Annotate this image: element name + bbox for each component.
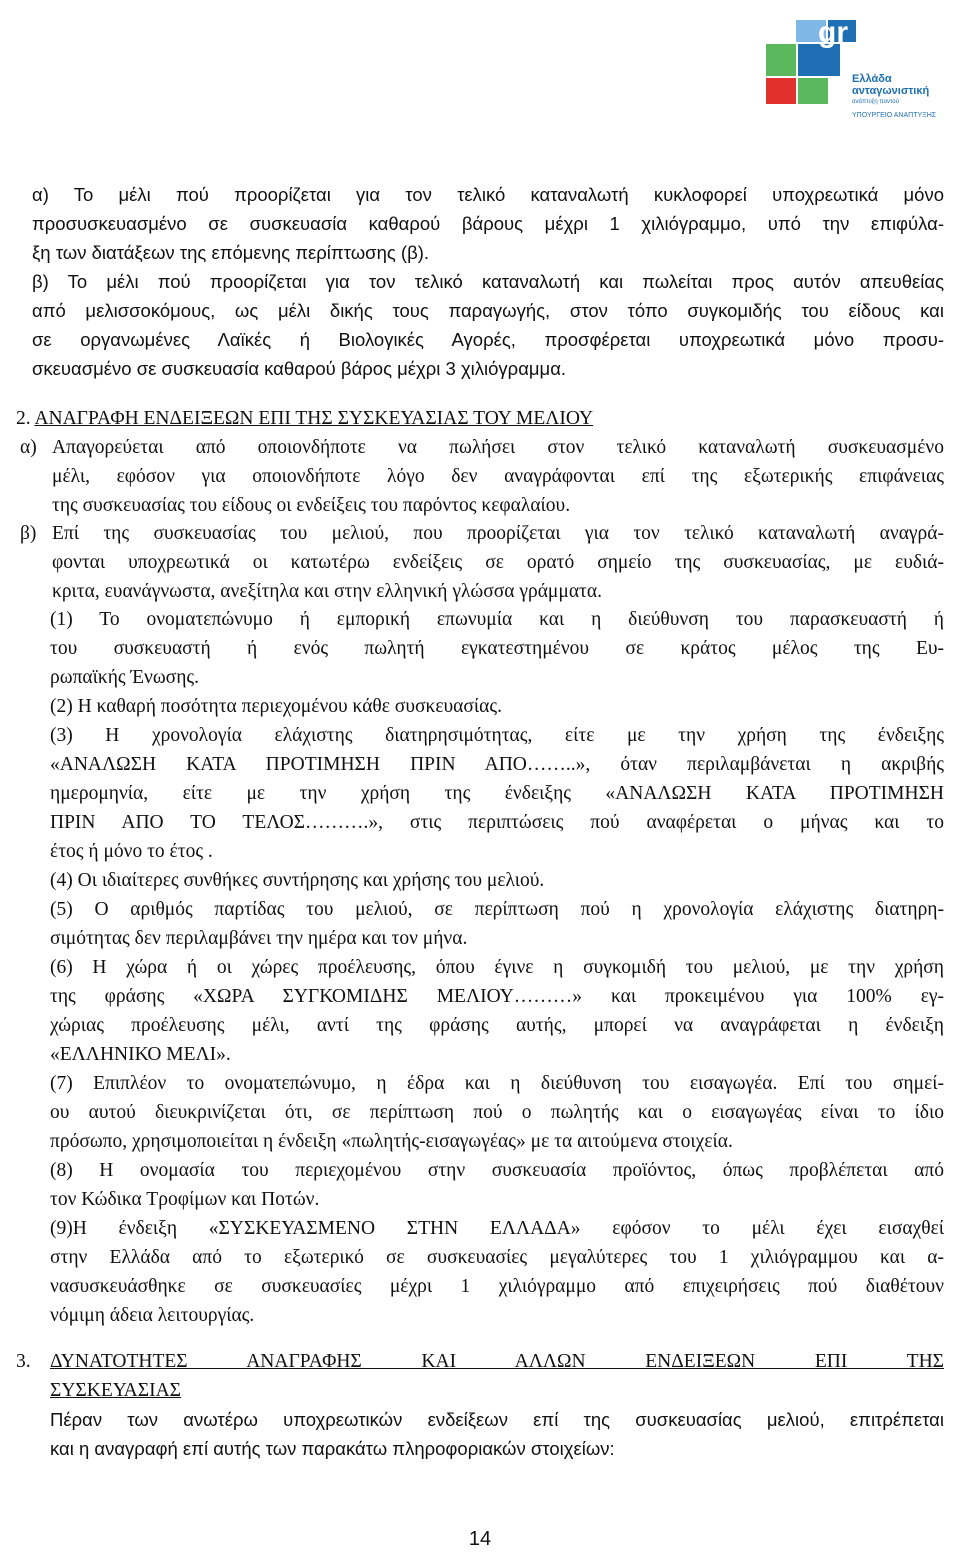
item-line: (4) Οι ιδιαίτερες συνθήκες συντήρησης και χρήσης του μελιού. bbox=[50, 870, 545, 891]
paragraph-b-line: σε οργανωμένες Λαϊκές ή Βιολογικές Αγορές, προσφέρεται υποχρεωτικά μόνο προσυ- bbox=[32, 329, 944, 350]
item-line: ρωπαϊκής Ένωσης. bbox=[50, 667, 199, 688]
list-item bbox=[50, 1069, 944, 1156]
logo-line1: Ελλάδα bbox=[852, 73, 892, 85]
item-line: νόμιμη άδεια λειτουργίας. bbox=[50, 1305, 255, 1326]
list-item bbox=[50, 605, 944, 692]
logo-square-green bbox=[766, 44, 796, 76]
list-item bbox=[50, 721, 944, 866]
item-line: έτος ή μόνο το έτος . bbox=[50, 841, 213, 862]
paragraph-b-line: β) Το μέλι πού προορίζεται για τον τελικό καταναλωτή και πωλείται προς αυτόν απευθείας bbox=[32, 271, 944, 292]
ministry-logo bbox=[760, 16, 950, 126]
item-line: (8) Η ονομασία του περιεχομένου στην συσκευασία προϊόντος, όπως προβλέπεται από bbox=[50, 1160, 944, 1181]
section-3-number: 3. bbox=[16, 1351, 31, 1372]
item-line: του συσκευαστή ή ενός πωλητή εγκατεστημένου σε κράτος μέλος της Ευ- bbox=[50, 638, 944, 659]
item-line: στην Ελλάδα από το εξωτερικό σε συσκευασίες μεγαλύτερες του 1 χιλιόγραμμου και α- bbox=[50, 1247, 944, 1268]
item-line: «ΕΛΛΗΝΙΚΟ ΜΕΛΙ». bbox=[50, 1044, 231, 1065]
list-item bbox=[50, 895, 944, 953]
section-2-b-line: Επί της συσκευασίας του μελιού, που προορίζεται για τον τελικό καταναλωτή αναγρά- bbox=[52, 523, 944, 544]
paragraph-a-line: α) Το μέλι πού προορίζεται για τον τελικό καταναλωτή κυκλοφορεί υποχρεωτικά μόνο bbox=[32, 184, 944, 205]
section-3-body bbox=[50, 1405, 944, 1463]
paragraph-a bbox=[32, 180, 944, 267]
item-line: ΠΡΙΝ ΑΠΟ ΤΟ ΤΕΛΟΣ……….», στις περιπτώσεις πού αναφέρεται ο μήνας και το bbox=[50, 812, 944, 833]
section-2-items bbox=[50, 605, 944, 1330]
item-line: της φράσης «ΧΩΡΑ ΣΥΓΚΟΜΙΔΗΣ ΜΕΛΙΟΥ………» και προκειμένου για 100% εγ- bbox=[50, 986, 944, 1007]
section-3-heading-line: ΣΥΣΚΕΥΑΣΙΑΣ bbox=[50, 1380, 182, 1401]
list-item bbox=[50, 866, 944, 895]
logo-mark: gr bbox=[818, 16, 848, 49]
item-line: ημερομηνία, είτε με την χρήση της ένδειξης «ΑΝΑΛΩΣΗ ΚΑΤΑ ΠΡΟΤΙΜΗΣΗ bbox=[50, 783, 944, 804]
item-line: (9)Η ένδειξη «ΣΥΣΚΕΥΑΣΜΕΝΟ ΣΤΗΝ ΕΛΛΑΔΑ» εφόσον το μέλι έχει εισαχθεί bbox=[50, 1218, 944, 1239]
section-3-body-line: Πέραν των ανωτέρω υποχρεωτικών ενδείξεων επί της συσκευασίας μελιού, επιτρέπεται bbox=[50, 1409, 944, 1430]
list-item bbox=[50, 692, 944, 721]
item-line: νασυσκευάσθηκε σε συσκευασίες μέχρι 1 χιλιόγραμμο από επιχειρήσεις πού διαθέτουν bbox=[50, 1276, 944, 1297]
section-2-b-line: φονται υποχρεωτικά οι κατωτέρω ενδείξεις σε ορατό σημείο της συσκευασίας, με ευδιά- bbox=[52, 552, 944, 573]
paragraph-b-line: από μελισσοκόμους, ως μέλι δικής τους παραγωγής, στον τόπο συγκομιδής του είδους και bbox=[32, 300, 944, 321]
list-item bbox=[50, 1156, 944, 1214]
section-3-body-line: και η αναγραφή επί αυτής των παρακάτω πληροφοριακών στοιχείων: bbox=[50, 1438, 615, 1459]
item-line: (3) Η χρονολογία ελάχιστης διατηρησιμότητας, είτε με την χρήση της ένδειξης bbox=[50, 725, 944, 746]
page-number: 14 bbox=[468, 1528, 492, 1550]
section-2-title: ΑΝΑΓΡΑΦΗ ΕΝΔΕΙΞΕΩΝ ΕΠΙ ΤΗΣ ΣΥΣΚΕΥΑΣΙΑΣ ΤΟΥ ΜΕΛΙΟΥ bbox=[34, 408, 594, 429]
section-2-a-line: μέλι, εφόσον για οποιονδήποτε λόγο δεν αναγράφονται επί της εξωτερικής επιφάνειας bbox=[52, 466, 944, 487]
item-line: ου αυτού διευκρινίζεται ότι, σε περίπτωση πού ο πωλητής και ο εισαγωγέας είναι το ίδιο bbox=[50, 1102, 944, 1123]
section-2-a-line: Απαγορεύεται από οποιονδήποτε να πωλήσει στον τελικό καταναλωτή συσκευασμένο bbox=[52, 437, 944, 458]
section-2-a-line: της συσκευασίας του είδους οι ενδείξεις του παρόντος κεφαλαίου. bbox=[52, 495, 571, 516]
logo-line4: ΥΠΟΥΡΓΕΙΟ ΑΝΑΠΤΥΞΗΣ bbox=[852, 112, 937, 119]
section-3-heading bbox=[50, 1347, 944, 1405]
logo-square-red bbox=[766, 78, 796, 104]
section-2-a-text bbox=[52, 433, 944, 520]
section-2-a-label: α) bbox=[20, 437, 37, 458]
section-2-b-line: κριτα, ευανάγνωστα, ανεξίτηλα και στην ελληνική γλώσσα γράμματα. bbox=[52, 581, 602, 602]
item-line: «ΑΝΑΛΩΣΗ ΚΑΤΑ ΠΡΟΤΙΜΗΣΗ ΠΡΙΝ ΑΠΟ……..», όταν περιλαμβάνεται η ακριβής bbox=[50, 754, 944, 775]
list-item bbox=[50, 1214, 944, 1330]
logo-line3: ανάπτυξη παντού bbox=[852, 99, 899, 105]
section-2-b-label: β) bbox=[20, 523, 37, 544]
item-line: (5) Ο αριθμός παρτίδας του μελιού, σε περίπτωση πού η χρονολογία ελάχιστης διατηρη- bbox=[50, 899, 944, 920]
paragraph-a-line: προσυσκευασμένο σε συσκευασία καθαρού βάρους μέχρι 1 χιλιόγραμμο, υπό την επιφύλα- bbox=[32, 213, 944, 234]
paragraph-b bbox=[32, 267, 944, 383]
section-2-b-text bbox=[52, 519, 944, 606]
section-2-number: 2. bbox=[16, 408, 31, 429]
item-line: τον Κώδικα Τροφίμων και Ποτών. bbox=[50, 1189, 320, 1210]
section-2-heading bbox=[16, 404, 946, 433]
item-line: (1) Το ονοματεπώνυμο ή εμπορική επωνυμία και η διεύθυνση του παρασκευαστή ή bbox=[50, 609, 944, 630]
item-line: (7) Επιπλέον το ονοματεπώνυμο, η έδρα και η διεύθυνση του εισαγωγέα. Επί του σημεί- bbox=[50, 1073, 944, 1094]
item-line: (2) Η καθαρή ποσότητα περιεχομένου κάθε συσκευασίας. bbox=[50, 696, 502, 717]
logo-square-green-small bbox=[798, 78, 828, 104]
item-line: σιμότητας δεν περιλαμβάνει την ημέρα και τον μήνα. bbox=[50, 928, 468, 949]
paragraph-b-line: σκευασμένο σε συσκευασία καθαρού βάρος μέχρι 3 χιλιόγραμμα. bbox=[32, 358, 567, 379]
item-line: πρόσωπο, χρησιμοποιείται η ένδειξη «πωλητής-εισαγωγέας» με τα αιτούμενα στοιχεία. bbox=[50, 1131, 733, 1152]
logo-line2: ανταγωνιστική bbox=[852, 85, 930, 97]
item-line: (6) Η χώρα ή οι χώρες προέλευσης, όπου έγινε η συγκομιδή του μελιού, με την χρήση bbox=[50, 957, 944, 978]
item-line: χώριας προέλευσης μέλι, αντί της φράσης αυτής, μπορεί να αναγράφεται η ένδειξη bbox=[50, 1015, 944, 1036]
section-3-heading-line: ΔΥΝΑΤΟΤΗΤΕΣ ΑΝΑΓΡΑΦΗΣ ΚΑΙ ΑΛΛΩΝ ΕΝΔΕΙΞΕΩΝ ΕΠΙ ΤΗΣ bbox=[50, 1351, 944, 1372]
list-item bbox=[50, 953, 944, 1069]
paragraph-a-line: ξη των διατάξεων της επόμενης περίπτωσης (β). bbox=[32, 242, 430, 263]
